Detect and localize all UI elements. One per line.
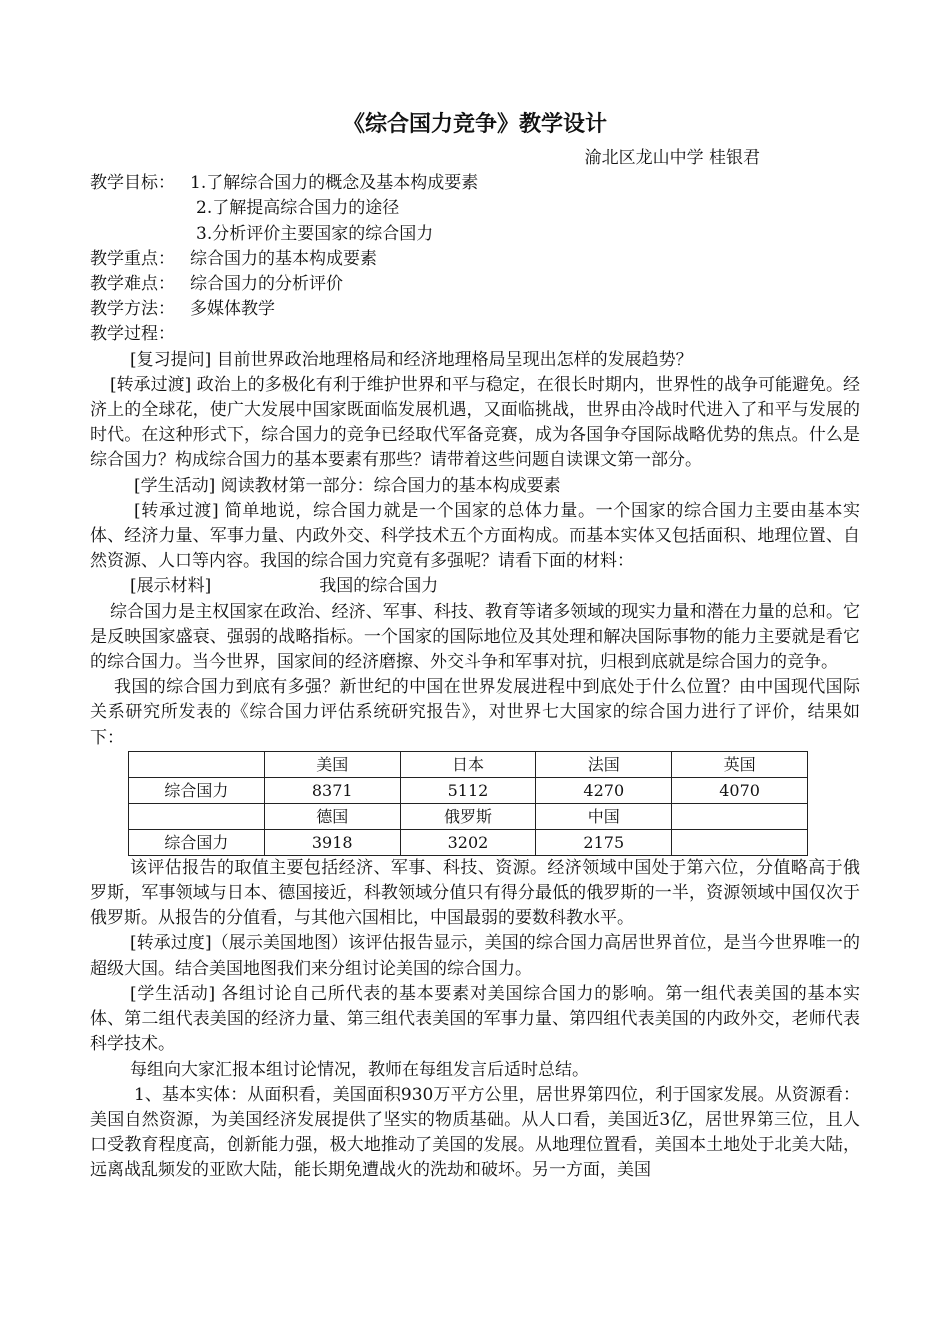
table-cell: 中国 xyxy=(536,803,672,829)
document-page xyxy=(90,110,860,1184)
paragraph-definition: 综合国力是主权国家在政治、经济、军事、科技、教育等诸多领域的现实力量和潜在力量的总和。它是反映国家盛衰、强弱的战略指标。一个国家的国际地位及其处理和解决国际事物的能力主要就是看它的综合国力。当今世界，国家间的经济磨擦、外交斗争和军事对抗，归根到底就是综合国力的竞争。 xyxy=(90,601,860,673)
table-cell: 2175 xyxy=(536,829,672,855)
table-cell: 4070 xyxy=(672,777,808,803)
keypoint-row xyxy=(90,247,860,272)
table-cell: 日本 xyxy=(400,751,536,777)
power-table xyxy=(128,751,808,856)
method-row xyxy=(90,297,860,322)
method-label: 教学方法： xyxy=(90,299,175,320)
table-cell: 德国 xyxy=(264,803,400,829)
table-cell: 英国 xyxy=(672,751,808,777)
keypoint-label: 教学重点： xyxy=(90,248,175,269)
paragraph-china-power: 我国的综合国力到底有多强？新世纪的中国在世界发展进程中到底处于什么位置？由中国现代国际关系研究所发表的《综合国力评估系统研究报告》，对世界七大国家的综合国力进行了评价，结果如下： xyxy=(90,677,860,748)
paragraph-transition-3: [转承过度]（展示美国地图）该评估报告显示，美国的综合国力高居世界首位，是当今世界唯一的超级大国。结合美国地图我们来分组讨论美国的综合国力。 xyxy=(90,933,860,979)
table-cell: 综合国力 xyxy=(129,829,265,855)
difficulty-row xyxy=(90,272,860,297)
table-cell: 美国 xyxy=(264,751,400,777)
table-row xyxy=(129,751,808,777)
table-cell xyxy=(129,803,265,829)
difficulty-value: 综合国力的分析评价 xyxy=(190,274,343,295)
table-cell xyxy=(672,803,808,829)
paragraph-report-analysis: 该评估报告的取值主要包括经济、军事、科技、资源。经济领域中国处于第六位，分值略高于俄罗斯，军事领域与日本、德国接近，科教领域分值只有得分最低的俄罗斯的一半，资源领域中国仅次于俄罗斯。从报告的分值看，与其他六国相比，中国最弱的要数科教水平。 xyxy=(90,857,860,929)
table-cell: 3202 xyxy=(400,829,536,855)
method-value: 多媒体教学 xyxy=(190,299,275,320)
table-cell xyxy=(129,751,265,777)
paragraph-transition-1: [转承过渡] 政治上的多极化有利于维护世界和平与稳定，在很长时期内，世界性的战争可能避免。经济上的全球花，使广大发展中国家既面临发展机遇，又面临挑战，世界由冷战时代进入了和平与发展的时代。在这种形式下，综合国力的竞争已经取代军备竞赛，成为各国争夺国际战略优势的焦点。什么是综合国力？构成综合国力的基本要素有那些？请带着这些问题自读课文第一部分。 xyxy=(90,374,860,471)
paragraph-group-report: 每组向大家汇报本组讨论情况，教师在每组发言后适时总结。 xyxy=(130,1059,589,1080)
table-cell xyxy=(672,829,808,855)
table-cell: 法国 xyxy=(536,751,672,777)
show-material-tag: [展示材料] xyxy=(130,576,212,597)
author-line: 渝北区龙山中学 桂银君 xyxy=(584,148,760,168)
paragraph-basic-entity: 1、基本实体：从面积看，美国面积930万平方公里，居世界第四位，利于国家发展。从资源看：美国自然资源，为美国经济发展提供了坚实的物质基础。从人口看，美国近3亿，居世界第三位，且人口受教育程度高，创新能力强，极大地推动了美国的发展。从地理位置看，美国本土地处于北美大陆，远离战乱频发的亚欧大陆，能长期免遭战火的洗劫和破坏。另一方面，美国 xyxy=(90,1084,860,1181)
table-row xyxy=(129,803,808,829)
objectives-label: 教学目标： xyxy=(90,173,175,194)
table-cell: 3918 xyxy=(264,829,400,855)
document-title: 《综合国力竞争》教学设计 xyxy=(342,112,607,137)
paragraph-transition-2: [转承过渡] 简单地说，综合国力就是一个国家的总体力量。一个国家的综合国力主要由基本实体、经济力量、军事力量、内政外交、科学技术五个方面构成。而基本实体又包括面积、地理位置、自然资源、人口等内容。我国的综合国力究竟有多强呢？请看下面的材料： xyxy=(90,500,860,572)
objective-item-3: 3.分析评价主要国家的综合国力 xyxy=(196,223,434,244)
table-cell: 8371 xyxy=(264,777,400,803)
table-cell: 综合国力 xyxy=(129,777,265,803)
keypoint-value: 综合国力的基本构成要素 xyxy=(190,248,377,269)
show-material-title: 我国的综合国力 xyxy=(319,576,439,597)
process-label: 教学过程： xyxy=(90,324,175,345)
difficulty-label: 教学难点： xyxy=(90,274,175,295)
objective-item-1: 1.了解综合国力的概念及基本构成要素 xyxy=(190,173,479,194)
table-cell: 俄罗斯 xyxy=(400,803,536,829)
table-cell: 4270 xyxy=(536,777,672,803)
table-cell: 5112 xyxy=(400,777,536,803)
paragraph-show-material xyxy=(90,574,860,599)
table-row xyxy=(129,829,808,855)
paragraph-student-activity-2: [学生活动] 各组讨论自己所代表的基本要素对美国综合国力的影响。第一组代表美国的基本实体、第二组代表美国的经济力量、第三组代表美国的军事力量、第四组代表美国的内政外交，老师代表科学技术。 xyxy=(90,983,860,1055)
paragraph-student-activity-1: [学生活动] 阅读教材第一部分：综合国力的基本构成要素 xyxy=(134,475,561,496)
objectives-row xyxy=(90,171,860,196)
objective-item-2: 2.了解提高综合国力的途径 xyxy=(196,198,400,219)
table-row xyxy=(129,777,808,803)
paragraph-review-question: [复习提问] 目前世界政治地理格局和经济地理格局呈现出怎样的发展趋势？ xyxy=(130,349,693,370)
